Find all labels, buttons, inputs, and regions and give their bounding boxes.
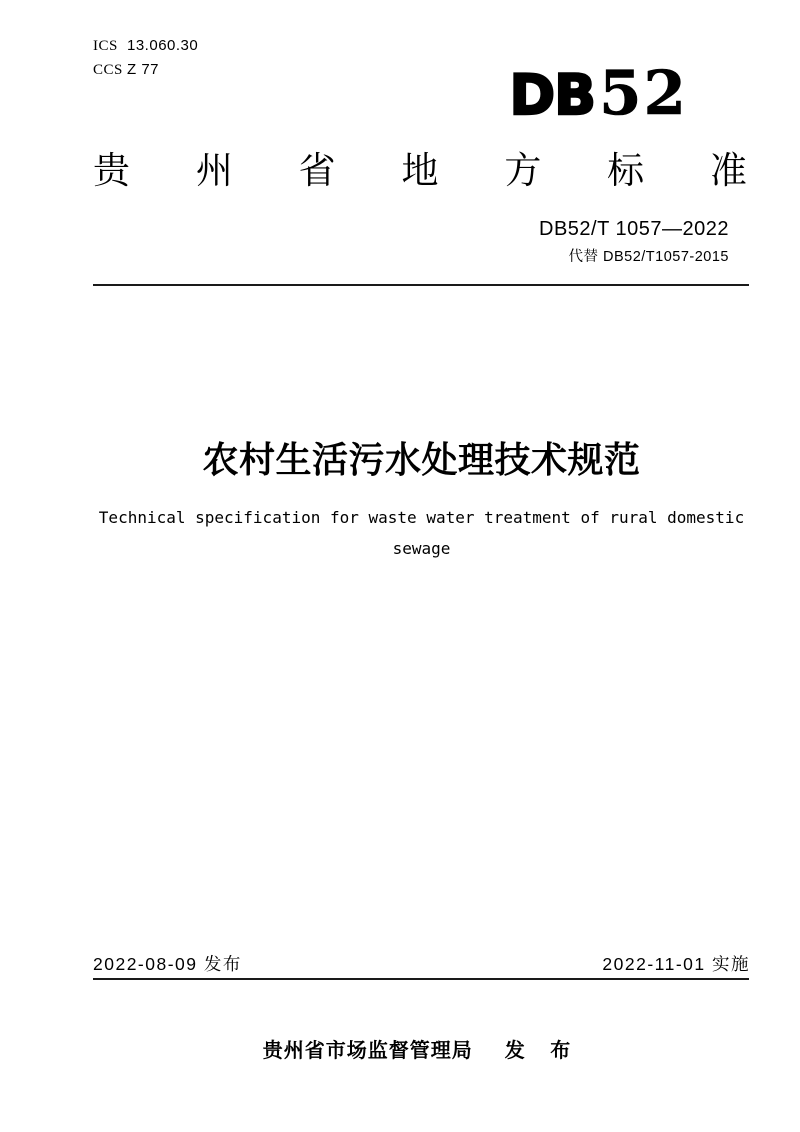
- db52-logo-number-text: 52: [599, 58, 688, 129]
- publisher-row: [93, 1034, 750, 1063]
- replaces-note: 代替 DB52/T1057-2015: [568, 249, 729, 265]
- publisher-organization: 贵州省市场监督管理局: [262, 1040, 473, 1062]
- implement-date: 2022-11-01 实施: [602, 954, 750, 974]
- classification-codes: [93, 34, 198, 82]
- db52-logo: [509, 58, 688, 129]
- document-title-chinese: 农村生活污水处理技术规范: [202, 439, 641, 480]
- ics-label: ICS: [93, 38, 118, 54]
- footer-divider: [93, 978, 749, 980]
- issue-date: 2022-08-09 发布: [93, 954, 242, 974]
- ics-value: 13.060.30: [127, 37, 199, 54]
- standard-category-title: 贵州省地方标准: [93, 150, 747, 191]
- ccs-value: Z 77: [127, 61, 160, 78]
- ccs-label: CCS: [93, 62, 123, 78]
- ccs-code-row: [93, 58, 198, 82]
- standard-number: DB52/T 1057—2022: [539, 218, 729, 240]
- db52-logo-db-text: DB: [509, 63, 596, 127]
- header-divider: [93, 284, 749, 286]
- publisher-verb: 发 布: [504, 1040, 581, 1062]
- document-title-english: Technical specification for waste water treatment of rural domestic sewage: [98, 508, 745, 558]
- ics-code-row: [93, 34, 198, 58]
- dates-row: [93, 951, 750, 976]
